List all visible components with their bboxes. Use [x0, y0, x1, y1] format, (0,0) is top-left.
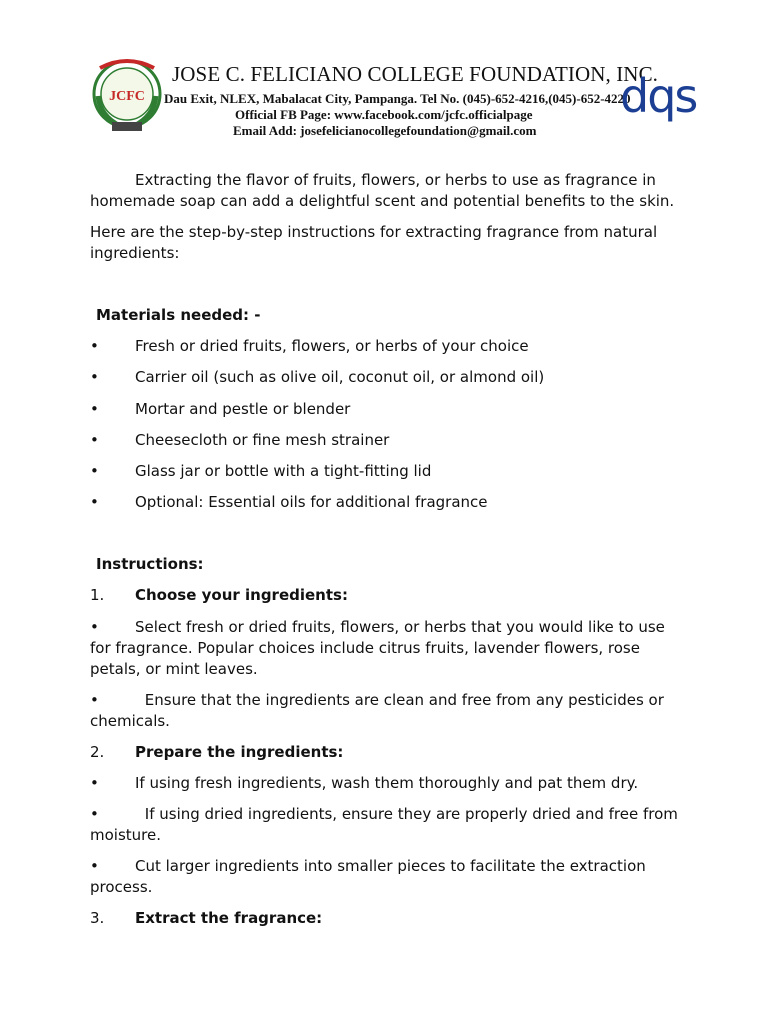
step-title: Choose your ingredients:: [135, 586, 348, 604]
list-item: [90, 492, 690, 513]
step-title: Extract the fragrance:: [135, 909, 323, 927]
material-item: Carrier oil (such as olive oil, coconut oil, or almond oil): [135, 368, 545, 386]
step-bullet-text: Select fresh or dried fruits, flowers, or herbs that you would like to use for fragrance. Popular choices include citrus fruits, lavender flowers, rose petals, or mint leaves.: [90, 618, 665, 678]
seal-text: JCFC: [109, 89, 145, 104]
dqs-logo-text: dqs: [620, 72, 697, 123]
material-item: Mortar and pestle or blender: [135, 400, 351, 418]
dqs-certification-logo: [620, 72, 702, 124]
step-number: 2.: [90, 743, 105, 761]
material-item: Optional: Essential oils for additional fragrance: [135, 493, 488, 511]
list-item: [90, 336, 690, 357]
bullet-icon: •: [90, 462, 99, 480]
bullet-icon: •: [90, 805, 99, 823]
list-item: [90, 617, 690, 680]
fb-page-text: Official FB Page: www.facebook.com/jcfc.officialpage: [235, 107, 533, 122]
bullet-icon: •: [90, 691, 99, 709]
step-bullet-text: If using fresh ingredients, wash them thoroughly and pat them dry.: [135, 774, 639, 792]
address-text: Dau Exit, NLEX, Mabalacat City, Pampanga. Tel No. (045)-652-4216,(045)-652-4220: [164, 91, 631, 106]
bullet-icon: •: [90, 368, 99, 386]
step-title: Prepare the ingredients:: [135, 743, 344, 761]
step-bullet-text: Cut larger ingredients into smaller pieces to facilitate the extraction process.: [90, 857, 646, 896]
material-item: Glass jar or bottle with a tight-fitting lid: [135, 462, 432, 480]
step-bullet-text: If using dried ingredients, ensure they are properly dried and free from moisture.: [90, 805, 678, 844]
step-bullet-text: Ensure that the ingredients are clean and free from any pesticides or chemicals.: [90, 691, 664, 730]
list-item: [90, 856, 690, 898]
step-heading: [90, 585, 348, 606]
step-number: 1.: [90, 586, 105, 604]
bullet-icon: •: [90, 618, 99, 636]
list-item: [90, 690, 690, 732]
intro-paragraph-1: Extracting the flavor of fruits, flowers, or herbs to use as fragrance in homemade soap can add a delightful scent and potential benefits to the skin.: [90, 171, 675, 210]
letterhead: [0, 0, 768, 150]
bullet-icon: •: [90, 337, 99, 355]
bullet-icon: •: [90, 431, 99, 449]
step-number: 3.: [90, 909, 105, 927]
list-item: [90, 430, 690, 451]
intro-paragraph-2: Here are the step-by-step instructions for extracting fragrance from natural ingredients:: [90, 223, 658, 262]
email-text: Email Add: josefelicianocollegefoundation@gmail.com: [233, 123, 537, 138]
list-item: [90, 399, 690, 420]
instructions-heading: Instructions:: [96, 555, 204, 573]
college-seal-logo: [90, 56, 164, 136]
bullet-icon: •: [90, 857, 99, 875]
list-item: [90, 773, 690, 794]
bullet-icon: •: [90, 493, 99, 511]
step-heading: [90, 742, 343, 763]
list-item: [90, 461, 690, 482]
bullet-icon: •: [90, 774, 99, 792]
materials-heading: Materials needed: -: [96, 306, 261, 324]
college-name: JOSE C. FELICIANO COLLEGE FOUNDATION, INC.: [172, 62, 659, 86]
material-item: Fresh or dried fruits, flowers, or herbs of your choice: [135, 337, 529, 355]
list-item: [90, 367, 690, 388]
list-item: [90, 804, 690, 846]
bullet-icon: •: [90, 400, 99, 418]
material-item: Cheesecloth or fine mesh strainer: [135, 431, 390, 449]
step-heading: [90, 908, 322, 929]
